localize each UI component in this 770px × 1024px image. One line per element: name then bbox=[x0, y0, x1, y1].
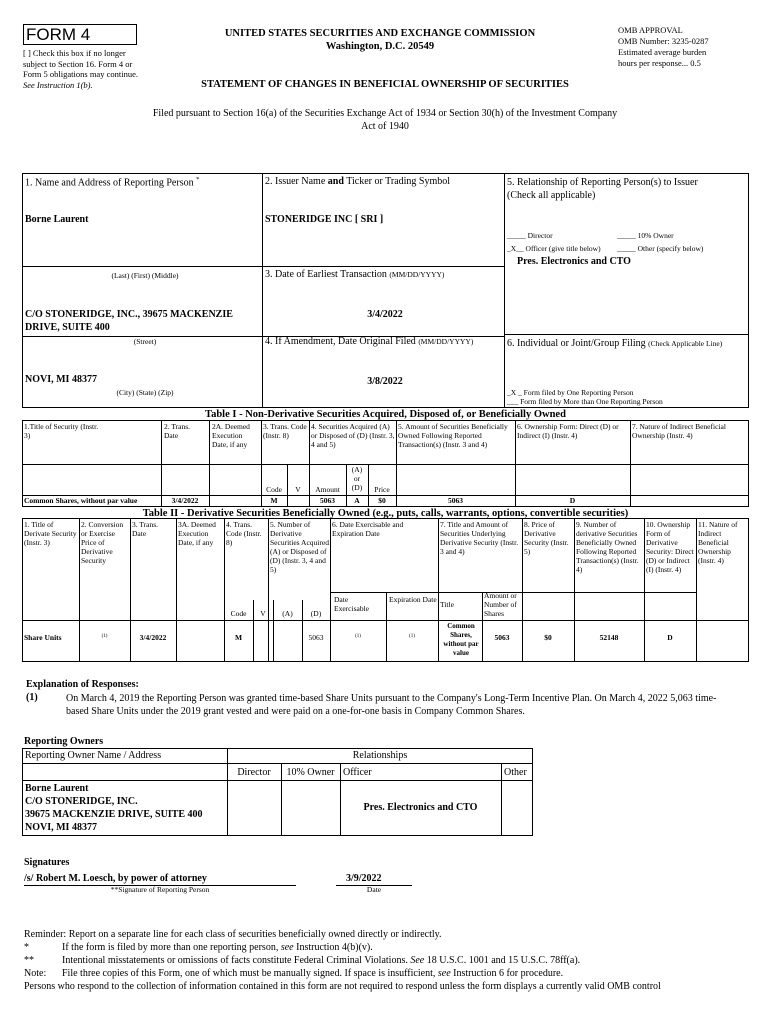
owners-col-ten-pct: 10% Owner bbox=[286, 767, 335, 778]
t1-row-price: $0 bbox=[378, 496, 386, 505]
star-text-a: If the form is filed by more than one reporting person, bbox=[62, 942, 279, 953]
box5-label-sub: (Check all applicable) bbox=[507, 190, 596, 201]
t1-h2: 2. Trans. Date bbox=[164, 422, 191, 440]
t1-row-date: 3/4/2022 bbox=[171, 496, 199, 505]
note-see: see bbox=[437, 968, 451, 979]
owner-address bbox=[25, 782, 203, 834]
t2-sub-title: Title bbox=[440, 600, 454, 609]
t2-sub-v: V bbox=[260, 609, 266, 618]
footer-dstar-mark: ** bbox=[24, 955, 34, 966]
check-box-statement: [ ] Check this box if no longer subject to Section 16. Form 4 or Form 5 obligations may continue. bbox=[23, 48, 138, 79]
form-title: FORM 4 bbox=[23, 24, 137, 45]
t2-sub-expiration: Expiration Date bbox=[389, 595, 437, 604]
box1-label-mark: * bbox=[196, 176, 200, 183]
t2-sub-amount: Amount or Number of Shares bbox=[484, 591, 517, 618]
box2-label-b: Ticker or Trading Symbol bbox=[346, 176, 451, 187]
statement-title: STATEMENT OF CHANGES IN BENEFICIAL OWNERSHIP OF SECURITIES bbox=[201, 79, 569, 90]
box6-label-small: (Check Applicable Line) bbox=[648, 339, 723, 348]
form-check-box-text bbox=[23, 48, 149, 90]
omb-line: OMB APPROVAL bbox=[618, 25, 683, 35]
city-caption: (City) (State) (Zip) bbox=[116, 388, 174, 397]
table1-title: Table I - Non-Derivative Securities Acquired, Disposed of, or Beneficially Owned bbox=[205, 409, 566, 420]
owner-line: 39675 MACKENZIE DRIVE, SUITE 400 bbox=[25, 809, 203, 820]
omb-line: OMB Number: 3235-0287 bbox=[618, 36, 709, 46]
agency-header bbox=[180, 27, 580, 53]
footer-star-mark: * bbox=[24, 942, 29, 953]
box2-label-a: 2. Issuer Name bbox=[265, 176, 326, 187]
t2-h10: 9. Number of derivative Securities Beneficially Owned Following Reported Transaction(s) (Instr. 4) bbox=[576, 520, 639, 574]
t2-h1: 1. Title of Derivate Security (Instr. 3) bbox=[24, 520, 77, 547]
t1-sub-v: V bbox=[295, 485, 301, 494]
signature-name: /s/ Robert M. Loesch, by power of attorney bbox=[24, 873, 207, 884]
box4-label-small: (MM/DD/YYYY) bbox=[418, 337, 474, 346]
t1-h3: 2A. Deemed Execution Date, if any bbox=[212, 422, 250, 449]
dstar-text-a: Intentional misstatements or omissions of facts constitute Federal Criminal Violations. bbox=[62, 955, 408, 966]
t1-row-ad: A bbox=[354, 496, 360, 505]
explanation-heading: Explanation of Responses: bbox=[26, 679, 139, 690]
officer-title: Pres. Electronics and CTO bbox=[517, 256, 631, 267]
star-see: see bbox=[280, 942, 294, 953]
t1-row-amount: 5063 bbox=[320, 496, 335, 505]
box5-label bbox=[507, 176, 747, 202]
t2-h12: 11. Nature of Indirect Beneficial Ownership (Instr. 4) bbox=[698, 520, 738, 565]
t2-row-form: D bbox=[667, 633, 673, 642]
omb-line: Estimated average burden bbox=[618, 47, 707, 57]
reporting-person-city: NOVI, MI 48377 bbox=[25, 374, 97, 385]
owners-col-name: Reporting Owner Name / Address bbox=[25, 750, 162, 761]
t2-h6: 5. Number of Derivative Securities Acquired (A) or Disposed of (D) (Instr. 3, 4 and 5) bbox=[270, 520, 329, 574]
filing-one-person: _X _ Form filed by One Reporting Person bbox=[507, 388, 634, 397]
issuer-name: STONERIDGE INC [ SRI ] bbox=[265, 214, 384, 225]
t2-row-exp-note: (1) bbox=[409, 634, 415, 639]
box6-label bbox=[507, 337, 747, 350]
t1-h8: 7. Nature of Indirect Beneficial Ownership (Instr. 4) bbox=[632, 422, 726, 440]
t2-row-owned: 52148 bbox=[599, 633, 619, 642]
box1-label bbox=[25, 176, 199, 188]
reporting-section bbox=[22, 173, 749, 408]
owner-line: Borne Laurent bbox=[25, 783, 89, 794]
t2-row-d: 5063 bbox=[308, 633, 324, 642]
t2-row-under-title: Common Shares, without par value bbox=[443, 622, 479, 657]
explanation-text: On March 4, 2019 the Reporting Person was granted time-based Share Units pursuant to the Company's Long-Term Incentive Plan. On March 4, 2022 5,063 time-based Share Units under the 2019 grant vested and were paid on a one-for-one basis in Company Common Shares. bbox=[66, 693, 717, 717]
footer-dstar-text bbox=[62, 955, 580, 966]
dstar-see: See bbox=[410, 955, 425, 966]
box4-label bbox=[265, 336, 473, 347]
t2-row-title: Share Units bbox=[24, 633, 62, 642]
box2-label-and: and bbox=[327, 176, 344, 187]
t1-row-owned: 5063 bbox=[448, 496, 463, 505]
footer-note-label: Note: bbox=[24, 968, 47, 979]
owners-col-relationships: Relationships bbox=[352, 750, 408, 761]
box3-label bbox=[265, 269, 444, 280]
explanation-num: (1) bbox=[26, 692, 38, 703]
omb-approval bbox=[618, 25, 758, 69]
t2-h8: 7. Title and Amount of Securities Underlying Derivative Security (Instr. 3 and 4) bbox=[440, 520, 519, 556]
relationship-director: _____ Director bbox=[507, 231, 553, 240]
owner-line: C/O STONERIDGE, INC. bbox=[25, 796, 138, 807]
signature-caption: **Signature of Reporting Person bbox=[110, 885, 210, 894]
signature-date: 3/9/2022 bbox=[346, 873, 382, 884]
omb-line: hours per response... 0.5 bbox=[618, 58, 701, 68]
footer-star-text bbox=[62, 942, 373, 953]
t1-row-form: D bbox=[569, 496, 576, 505]
dstar-text-b: 18 U.S.C. 1001 and 15 U.S.C. 78ff(a). bbox=[426, 955, 581, 966]
owners-col-other: Other bbox=[504, 767, 527, 778]
t1-sub-code: Code bbox=[266, 485, 282, 494]
t2-h9: 8. Price of Derivative Security (Instr. 5) bbox=[524, 520, 569, 556]
star-text-b: Instruction 4(b)(v). bbox=[296, 942, 373, 953]
reporting-person-street: C/O STONERIDGE, INC., 39675 MACKENZIE DRIVE, SUITE 400 bbox=[25, 309, 233, 333]
box2-label bbox=[265, 176, 450, 187]
name-caption: (Last) (First) (Middle) bbox=[111, 271, 179, 280]
reporting-person-name: Borne Laurent bbox=[25, 214, 89, 225]
t2-sub-d: (D) bbox=[310, 609, 322, 618]
filed-pursuant: Filed pursuant to Section 16(a) of the Securities Exchange Act of 1934 or Section 30(h) of the Investment Company Act of 1940 bbox=[152, 108, 618, 132]
t1-row-code: M bbox=[270, 496, 278, 505]
owners-col-officer: Officer bbox=[343, 767, 372, 778]
t1-sub-price: Price bbox=[374, 485, 390, 494]
note-text-a: File three copies of this Form, one of which must be manually signed. If space is insufficient, bbox=[62, 968, 436, 979]
owners-col-director: Director bbox=[237, 767, 271, 778]
table2-title: Table II - Derivative Securities Beneficially Owned (e.g., puts, calls, warrants, options, convertible securities) bbox=[142, 508, 629, 519]
footer-reminder: Reminder: Report on a separate line for each class of securities beneficially owned directly or indirectly. bbox=[24, 929, 442, 940]
t1-h7: 6. Ownership Form: Direct (D) or Indirect (I) (Instr. 4) bbox=[517, 422, 619, 440]
t2-h2: 2. Conversion or Exercise Price of Derivative Security bbox=[81, 520, 124, 565]
t1-h6: 5. Amount of Securities Beneficially Owned Following Reported Transaction(s) (Instr. 3 and 4) bbox=[398, 422, 508, 449]
t1-sub-ad: (A) or (D) bbox=[351, 465, 363, 492]
box3-label-small: (MM/DD/YYYY) bbox=[389, 270, 445, 279]
t1-sub-amount: Amount bbox=[315, 485, 340, 494]
t2-h7: 6. Date Exercisable and Expiration Date bbox=[332, 520, 404, 538]
relationship-officer: _X__ Officer (give title below) bbox=[507, 244, 601, 253]
t2-row-date: 3/4/2022 bbox=[139, 633, 167, 642]
t1-h1: 1.Title of Security (Instr. 3) bbox=[24, 422, 99, 440]
filing-more-persons: ___ Form filed by More than One Reporting Person bbox=[507, 397, 663, 406]
t2-row-conv-note: (1) bbox=[101, 634, 108, 639]
box5-label-text: 5. Relationship of Reporting Person(s) to Issuer bbox=[507, 177, 698, 188]
amendment-date: 3/8/2022 bbox=[367, 376, 403, 387]
signature-date-caption: Date bbox=[366, 885, 382, 894]
t1-h4: 3. Trans. Code (Instr. 8) bbox=[263, 422, 307, 440]
earliest-transaction-date: 3/4/2022 bbox=[367, 309, 403, 320]
t2-row-price: $0 bbox=[544, 633, 552, 642]
t2-h11: 10. Ownership Form of Derivative Security: Direct (D) or Indirect (I) (Instr. 4) bbox=[646, 520, 694, 574]
see-instruction: See Instruction 1(b). bbox=[23, 79, 93, 90]
footer-note-text bbox=[62, 968, 563, 979]
box6-label-text: 6. Individual or Joint/Group Filing bbox=[507, 338, 646, 349]
t1-h5: 4. Securities Acquired (A) or Disposed of (D) (Instr. 3, 4 and 5) bbox=[311, 422, 395, 449]
owners-heading: Reporting Owners bbox=[24, 736, 104, 747]
box1-label-text: 1. Name and Address of Reporting Person bbox=[25, 177, 194, 189]
box4-label-text: 4. If Amendment, Date Original Filed bbox=[265, 336, 416, 347]
t2-sub-code: Code bbox=[230, 609, 247, 618]
box3-label-text: 3. Date of Earliest Transaction bbox=[265, 269, 387, 280]
signatures-heading: Signatures bbox=[24, 857, 70, 868]
t2-h4: 3A. Deemed Execution Date, if any bbox=[178, 520, 216, 547]
t2-row-code: M bbox=[234, 633, 243, 642]
agency-name: UNITED STATES SECURITIES AND EXCHANGE COMMISSION bbox=[224, 28, 536, 39]
agency-address: Washington, D.C. 20549 bbox=[325, 41, 435, 52]
t2-h5: 4. Trans. Code (Instr. 8) bbox=[226, 520, 262, 547]
t2-h3: 3. Trans. Date bbox=[132, 520, 159, 538]
note-text-b: Instruction 6 for procedure. bbox=[453, 968, 564, 979]
t1-row-title: Common Shares, without par value bbox=[24, 496, 138, 505]
t2-row-under-amount: 5063 bbox=[494, 633, 510, 642]
owner-officer-title: Pres. Electronics and CTO bbox=[363, 802, 478, 813]
t2-sub-exercisable: Date Exercisable bbox=[334, 595, 369, 613]
t2-row-ex-note: (1) bbox=[355, 634, 361, 639]
t2-sub-a: (A) bbox=[282, 609, 293, 618]
relationship-ten-pct: _____ 10% Owner bbox=[617, 231, 674, 240]
street-caption: (Street) bbox=[133, 337, 157, 346]
owner-line: NOVI, MI 48377 bbox=[25, 822, 97, 833]
relationship-other: _____ Other (specify below) bbox=[617, 244, 704, 253]
footer-persons: Persons who respond to the collection of information contained in this form are not required to respond unless the form displays a currently valid OMB control bbox=[24, 981, 661, 992]
